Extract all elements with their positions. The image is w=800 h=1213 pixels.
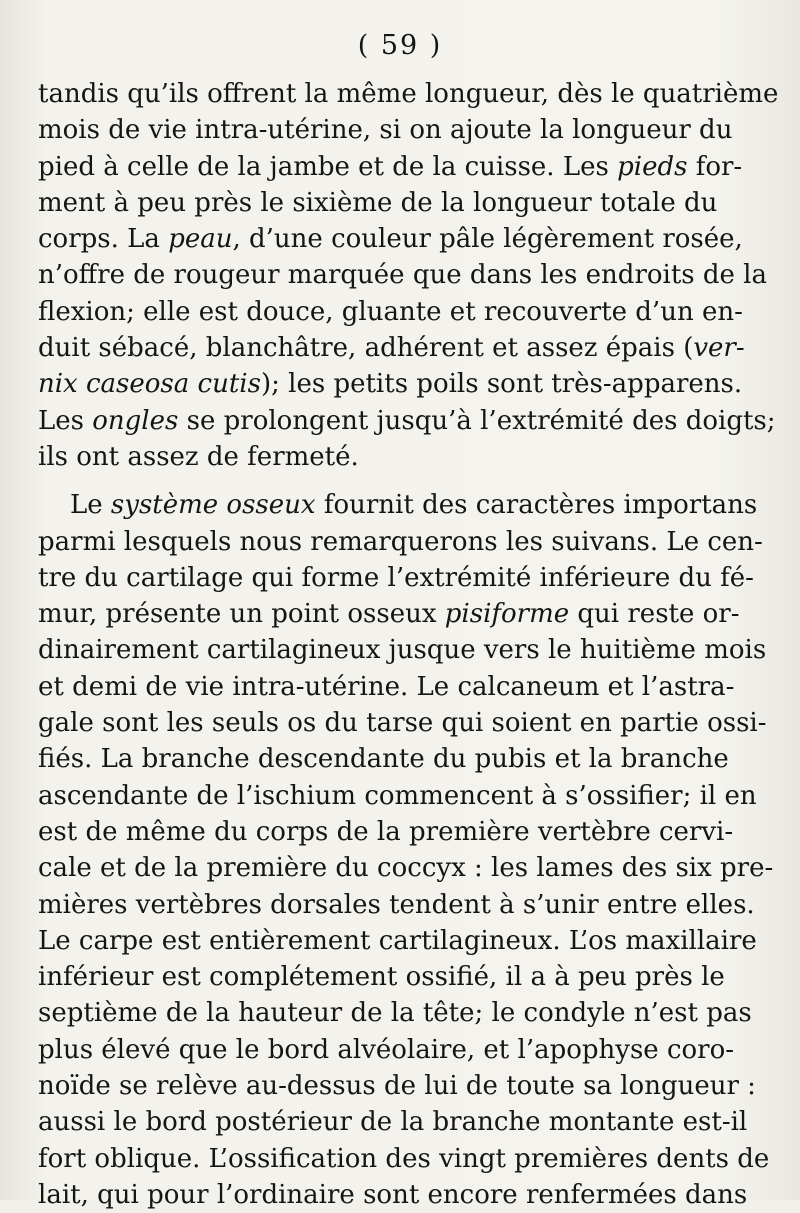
text-segment: flexion; elle est douce, gluante et recouverte d’un en- — [38, 296, 743, 327]
text-line — [38, 1032, 735, 1068]
text-segment: fort oblique. L’ossification des vingt premières dents de — [38, 1143, 770, 1174]
text-line — [38, 741, 729, 777]
text-segment: gale sont les seuls os du tarse qui soient en partie ossi- — [38, 708, 767, 739]
italic-term: système osseux — [110, 490, 316, 521]
italic-term: nix caseosa cutis — [38, 369, 261, 400]
text-line — [38, 221, 743, 257]
text-segment: mières vertèbres dorsales tendent à s’unir entre elles. — [38, 889, 755, 920]
text-line — [38, 596, 740, 632]
text-segment: tre du cartilage qui forme l’extrémité inférieure du fé- — [38, 562, 754, 593]
text-segment: et demi de vie intra-utérine. Le calcaneum et l’astra- — [38, 671, 735, 702]
text-line — [38, 560, 754, 596]
text-segment: Le — [70, 490, 111, 521]
text-segment: septième de la hauteur de la tête; le condyle n’est pas — [38, 998, 752, 1029]
text-line — [38, 294, 743, 330]
text-line — [38, 1104, 748, 1140]
text-line — [38, 669, 735, 705]
text-line — [38, 257, 768, 293]
text-line — [38, 366, 743, 402]
text-line — [38, 1068, 756, 1104]
text-segment: corps. La — [38, 224, 169, 255]
text-segment: ils ont assez de fermeté. — [38, 441, 359, 472]
text-line — [38, 814, 734, 850]
text-line — [38, 403, 776, 439]
text-segment: pied à celle de la jambe et de la cuisse. Les — [38, 151, 618, 182]
text-segment: dinairement cartilagineux jusque vers le huitième mois — [38, 635, 767, 666]
text-segment: , d’une couleur pâle légèrement rosée, — [232, 224, 743, 255]
text-line — [38, 705, 767, 741]
text-line — [38, 524, 763, 560]
text-line — [38, 923, 757, 959]
text-segment: inférieur est complétement ossifié, il a à peu près le — [38, 962, 725, 993]
text-line — [38, 185, 718, 221]
text-segment: aussi le bord postérieur de la branche montante est-il — [38, 1107, 748, 1138]
text-segment: se prolongent jusqu’à l’extrémité des doigts; — [178, 405, 776, 436]
text-segment: for- — [687, 151, 743, 182]
italic-term: pisiforme — [444, 599, 570, 630]
text-segment: est de même du corps de la première vertèbre cervi- — [38, 816, 734, 847]
text-segment: mur, présente un point osseux — [38, 599, 445, 630]
text-segment: ment à peu près le sixième de la longueur totale du — [38, 187, 718, 218]
text-segment: plus élevé que le bord alvéolaire, et l’apophyse coro- — [38, 1034, 735, 1065]
text-line — [38, 778, 757, 814]
text-segment: mois de vie intra-utérine, si on ajoute la longueur du — [38, 115, 733, 146]
italic-term: peau — [168, 224, 233, 255]
text-line — [38, 76, 779, 112]
text-segment: fiés. La branche descendante du pubis et la branche — [38, 744, 729, 775]
text-segment: Le carpe est entièrement cartilagineux. L’os maxillaire — [38, 925, 757, 956]
text-line — [38, 850, 774, 886]
text-line — [38, 330, 745, 366]
text-segment: ); les petits poils sont très-apparens. — [260, 369, 743, 400]
text-segment: noïde se relève au-dessus de lui de toute sa longueur : — [38, 1071, 756, 1102]
text-line — [38, 995, 752, 1031]
text-line — [38, 1141, 770, 1177]
text-line — [38, 1177, 748, 1213]
text-segment: Les — [38, 405, 93, 436]
text-segment: duit sébacé, blanchâtre, adhérent et assez épais ( — [38, 333, 694, 364]
body-text — [38, 76, 779, 1213]
italic-term: pieds — [617, 151, 688, 182]
italic-term: ongles — [92, 405, 179, 436]
text-segment: n’offre de rougeur marquée que dans les endroits de la — [38, 260, 768, 291]
text-line — [38, 439, 666, 475]
text-segment: fournit des caractères importans — [315, 490, 758, 521]
text-segment: cale et de la première du coccyx : les lames des six pre- — [38, 853, 774, 884]
italic-term: ver- — [693, 333, 745, 364]
text-segment: parmi lesquels nous remarquerons les suivans. Le cen- — [38, 526, 763, 557]
text-line — [38, 149, 743, 185]
text-line — [38, 632, 767, 668]
text-line — [38, 487, 758, 523]
text-line — [38, 959, 725, 995]
text-line — [38, 887, 755, 923]
text-segment: lait, qui pour l’ordinaire sont encore renfermées dans — [38, 1179, 748, 1210]
page-number: ( 59 ) — [357, 30, 443, 61]
text-segment: qui reste or- — [569, 599, 740, 630]
text-line — [38, 112, 733, 148]
text-segment: ascendante de l’ischium commencent à s’ossifier; il en — [38, 780, 757, 811]
text-segment: tandis qu’ils offrent la même longueur, dès le quatrième — [38, 79, 779, 109]
